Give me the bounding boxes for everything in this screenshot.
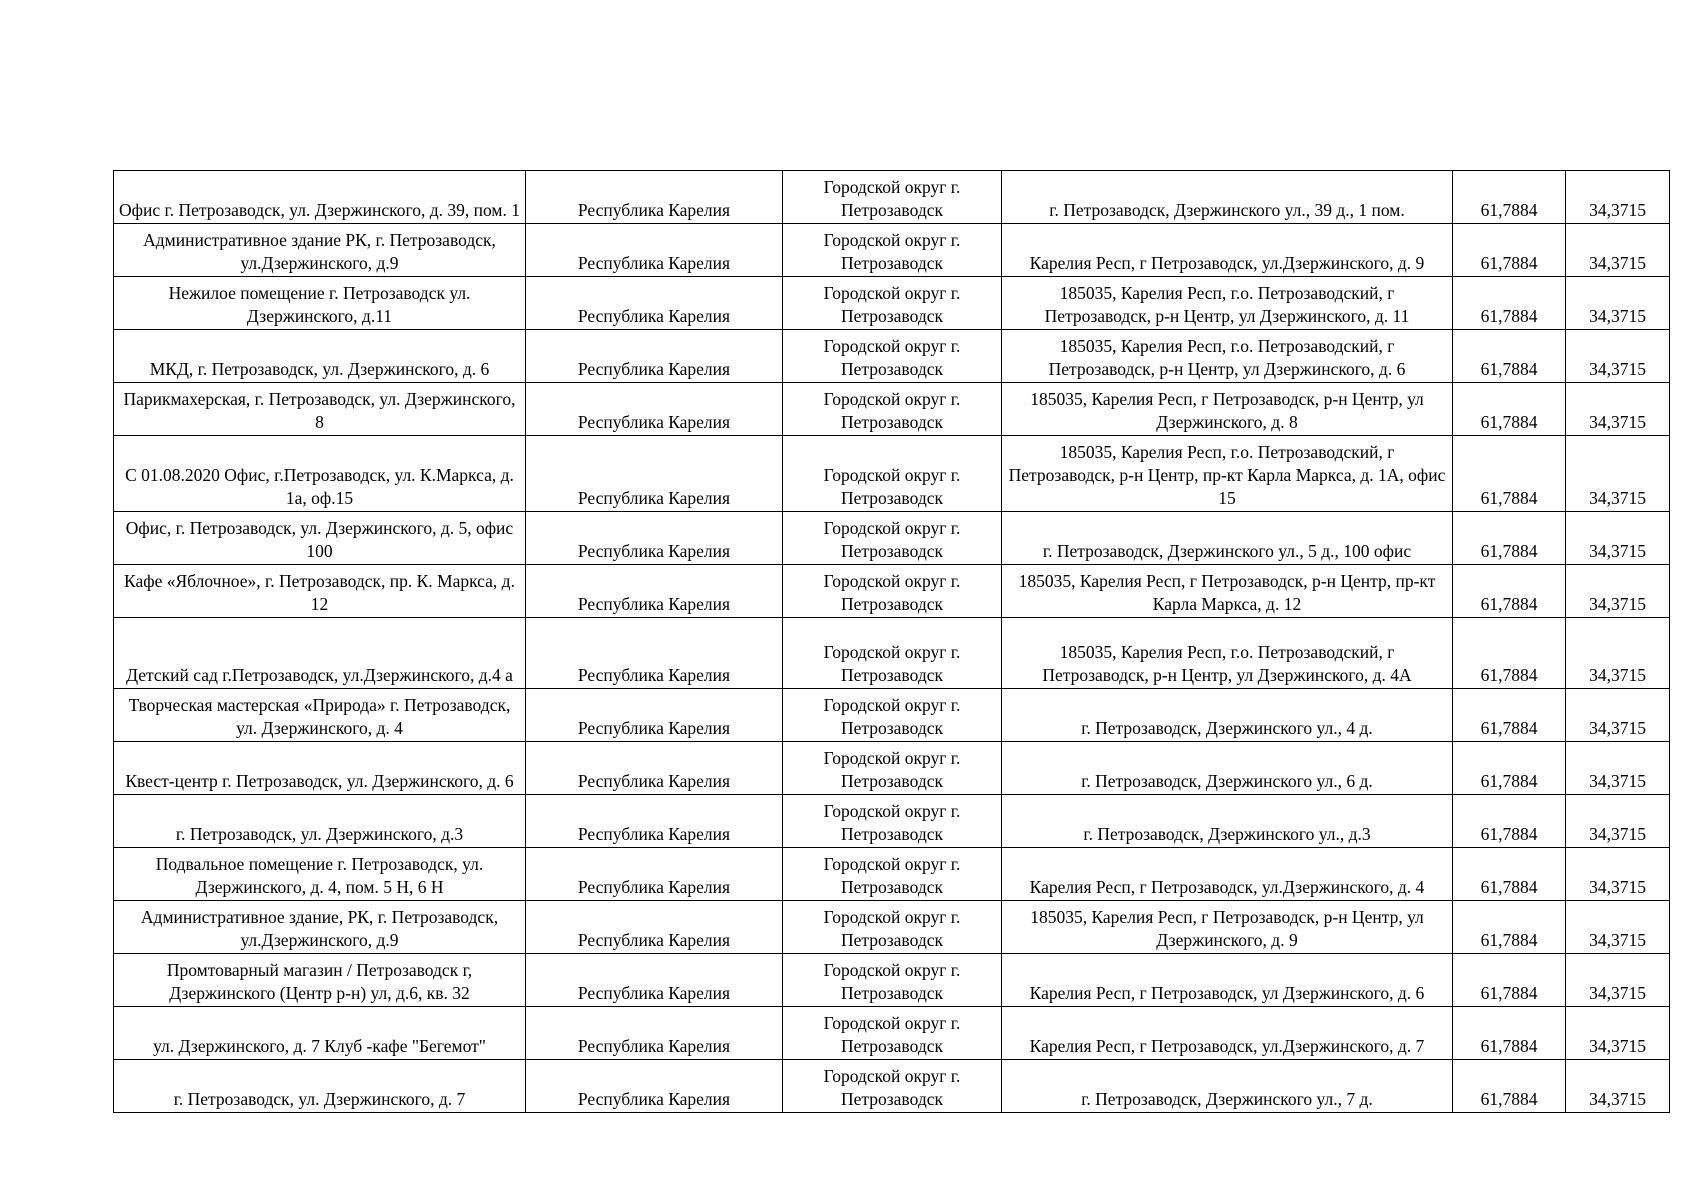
latitude-cell: 61,7884 [1453,795,1566,848]
region-cell: Республика Карелия [526,742,783,795]
object-name-cell: Парикмахерская, г. Петрозаводск, ул. Дзержинского, 8 [114,383,526,436]
table-row [114,224,1670,277]
longitude-cell: 34,3715 [1566,689,1670,742]
latitude-cell: 61,7884 [1453,277,1566,330]
table-row [114,618,1670,689]
latitude-cell: 61,7884 [1453,901,1566,954]
object-name-cell: Нежилое помещение г. Петрозаводск ул. Дзержинского, д.11 [114,277,526,330]
district-cell: Городской округ г. Петрозаводск [783,277,1002,330]
latitude-cell: 61,7884 [1453,689,1566,742]
object-name-cell: МКД, г. Петрозаводск, ул. Дзержинского, д. 6 [114,330,526,383]
latitude-cell: 61,7884 [1453,742,1566,795]
district-cell: Городской округ г. Петрозаводск [783,436,1002,512]
longitude-cell: 34,3715 [1566,436,1670,512]
object-name-cell: Кафе «Яблочное», г. Петрозаводск, пр. К. Маркса, д. 12 [114,565,526,618]
table-row [114,565,1670,618]
district-cell: Городской округ г. Петрозаводск [783,383,1002,436]
longitude-cell: 34,3715 [1566,330,1670,383]
table-row [114,383,1670,436]
object-name-cell: Подвальное помещение г. Петрозаводск, ул. Дзержинского, д. 4, пом. 5 Н, 6 Н [114,848,526,901]
address-cell: Карелия Респ, г Петрозаводск, ул.Дзержинского, д. 7 [1002,1007,1453,1060]
table-row [114,330,1670,383]
address-cell: 185035, Карелия Респ, г.о. Петрозаводский, г Петрозаводск, р-н Центр, ул Дзержинского, д. 6 [1002,330,1453,383]
latitude-cell: 61,7884 [1453,224,1566,277]
latitude-cell: 61,7884 [1453,954,1566,1007]
table-row [114,277,1670,330]
address-cell: 185035, Карелия Респ, г Петрозаводск, р-н Центр, пр-кт Карла Маркса, д. 12 [1002,565,1453,618]
longitude-cell: 34,3715 [1566,383,1670,436]
longitude-cell: 34,3715 [1566,565,1670,618]
object-name-cell: Детский сад г.Петрозаводск, ул.Дзержинского, д.4 а [114,618,526,689]
latitude-cell: 61,7884 [1453,1007,1566,1060]
address-cell: Карелия Респ, г Петрозаводск, ул Дзержинского, д. 6 [1002,954,1453,1007]
address-cell: 185035, Карелия Респ, г.о. Петрозаводский, г Петрозаводск, р-н Центр, ул Дзержинского, д. 11 [1002,277,1453,330]
address-cell: 185035, Карелия Респ, г Петрозаводск, р-н Центр, ул Дзержинского, д. 9 [1002,901,1453,954]
latitude-cell: 61,7884 [1453,436,1566,512]
address-cell: г. Петрозаводск, Дзержинского ул., 4 д. [1002,689,1453,742]
longitude-cell: 34,3715 [1566,1007,1670,1060]
address-cell: Карелия Респ, г Петрозаводск, ул.Дзержинского, д. 9 [1002,224,1453,277]
region-cell: Республика Карелия [526,848,783,901]
longitude-cell: 34,3715 [1566,901,1670,954]
longitude-cell: 34,3715 [1566,171,1670,224]
address-cell: Карелия Респ, г Петрозаводск, ул.Дзержинского, д. 4 [1002,848,1453,901]
table-row [114,436,1670,512]
address-cell: г. Петрозаводск, Дзержинского ул., 39 д., 1 пом. [1002,171,1453,224]
region-cell: Республика Карелия [526,224,783,277]
object-name-cell: Административное здание, РК, г. Петрозаводск, ул.Дзержинского, д.9 [114,901,526,954]
object-name-cell: Административное здание РК, г. Петрозаводск, ул.Дзержинского, д.9 [114,224,526,277]
latitude-cell: 61,7884 [1453,330,1566,383]
district-cell: Городской округ г. Петрозаводск [783,330,1002,383]
table-row [114,512,1670,565]
address-cell: г. Петрозаводск, Дзержинского ул., 7 д. [1002,1060,1453,1113]
address-cell: 185035, Карелия Респ, г Петрозаводск, р-н Центр, ул Дзержинского, д. 8 [1002,383,1453,436]
object-name-cell: С 01.08.2020 Офис, г.Петрозаводск, ул. К.Маркса, д. 1а, оф.15 [114,436,526,512]
object-name-cell: ул. Дзержинского, д. 7 Клуб -кафе "Бегемот" [114,1007,526,1060]
table-row [114,848,1670,901]
address-cell: г. Петрозаводск, Дзержинского ул., 6 д. [1002,742,1453,795]
region-cell: Республика Карелия [526,954,783,1007]
object-name-cell: Офис, г. Петрозаводск, ул. Дзержинского, д. 5, офис 100 [114,512,526,565]
region-cell: Республика Карелия [526,618,783,689]
region-cell: Республика Карелия [526,795,783,848]
district-cell: Городской округ г. Петрозаводск [783,171,1002,224]
object-name-cell: г. Петрозаводск, ул. Дзержинского, д.3 [114,795,526,848]
latitude-cell: 61,7884 [1453,512,1566,565]
region-cell: Республика Карелия [526,1060,783,1113]
address-cell: г. Петрозаводск, Дзержинского ул., 5 д., 100 офис [1002,512,1453,565]
longitude-cell: 34,3715 [1566,954,1670,1007]
region-cell: Республика Карелия [526,565,783,618]
latitude-cell: 61,7884 [1453,565,1566,618]
latitude-cell: 61,7884 [1453,383,1566,436]
region-cell: Республика Карелия [526,512,783,565]
district-cell: Городской округ г. Петрозаводск [783,224,1002,277]
district-cell: Городской округ г. Петрозаводск [783,901,1002,954]
object-name-cell: Офис г. Петрозаводск, ул. Дзержинского, д. 39, пом. 1 [114,171,526,224]
district-cell: Городской округ г. Петрозаводск [783,954,1002,1007]
table-row [114,171,1670,224]
object-name-cell: Квест-центр г. Петрозаводск, ул. Дзержинского, д. 6 [114,742,526,795]
object-name-cell: Творческая мастерская «Природа» г. Петрозаводск, ул. Дзержинского, д. 4 [114,689,526,742]
district-cell: Городской округ г. Петрозаводск [783,512,1002,565]
region-cell: Республика Карелия [526,901,783,954]
address-cell: 185035, Карелия Респ, г.о. Петрозаводский, г Петрозаводск, р-н Центр, пр-кт Карла Маркса, д. 1А, офис 15 [1002,436,1453,512]
region-cell: Республика Карелия [526,171,783,224]
table-row [114,1060,1670,1113]
region-cell: Республика Карелия [526,330,783,383]
table-row [114,954,1670,1007]
district-cell: Городской округ г. Петрозаводск [783,565,1002,618]
region-cell: Республика Карелия [526,1007,783,1060]
longitude-cell: 34,3715 [1566,795,1670,848]
longitude-cell: 34,3715 [1566,1060,1670,1113]
longitude-cell: 34,3715 [1566,618,1670,689]
district-cell: Городской округ г. Петрозаводск [783,795,1002,848]
longitude-cell: 34,3715 [1566,848,1670,901]
table-row [114,1007,1670,1060]
latitude-cell: 61,7884 [1453,618,1566,689]
latitude-cell: 61,7884 [1453,1060,1566,1113]
longitude-cell: 34,3715 [1566,277,1670,330]
object-name-cell: Промтоварный магазин / Петрозаводск г, Дзержинского (Центр р-н) ул, д.6, кв. 32 [114,954,526,1007]
longitude-cell: 34,3715 [1566,512,1670,565]
table-row [114,689,1670,742]
object-name-cell: г. Петрозаводск, ул. Дзержинского, д. 7 [114,1060,526,1113]
address-cell: г. Петрозаводск, Дзержинского ул., д.3 [1002,795,1453,848]
region-cell: Республика Карелия [526,277,783,330]
district-cell: Городской округ г. Петрозаводск [783,618,1002,689]
table-row [114,742,1670,795]
latitude-cell: 61,7884 [1453,171,1566,224]
longitude-cell: 34,3715 [1566,224,1670,277]
address-cell: 185035, Карелия Респ, г.о. Петрозаводский, г Петрозаводск, р-н Центр, ул Дзержинского, д. 4А [1002,618,1453,689]
district-cell: Городской округ г. Петрозаводск [783,689,1002,742]
region-cell: Республика Карелия [526,689,783,742]
district-cell: Городской округ г. Петрозаводск [783,742,1002,795]
table-row [114,795,1670,848]
district-cell: Городской округ г. Петрозаводск [783,1060,1002,1113]
latitude-cell: 61,7884 [1453,848,1566,901]
region-cell: Республика Карелия [526,436,783,512]
region-cell: Республика Карелия [526,383,783,436]
table-row [114,901,1670,954]
district-cell: Городской округ г. Петрозаводск [783,1007,1002,1060]
longitude-cell: 34,3715 [1566,742,1670,795]
district-cell: Городской округ г. Петрозаводск [783,848,1002,901]
objects-table [113,170,1670,1113]
